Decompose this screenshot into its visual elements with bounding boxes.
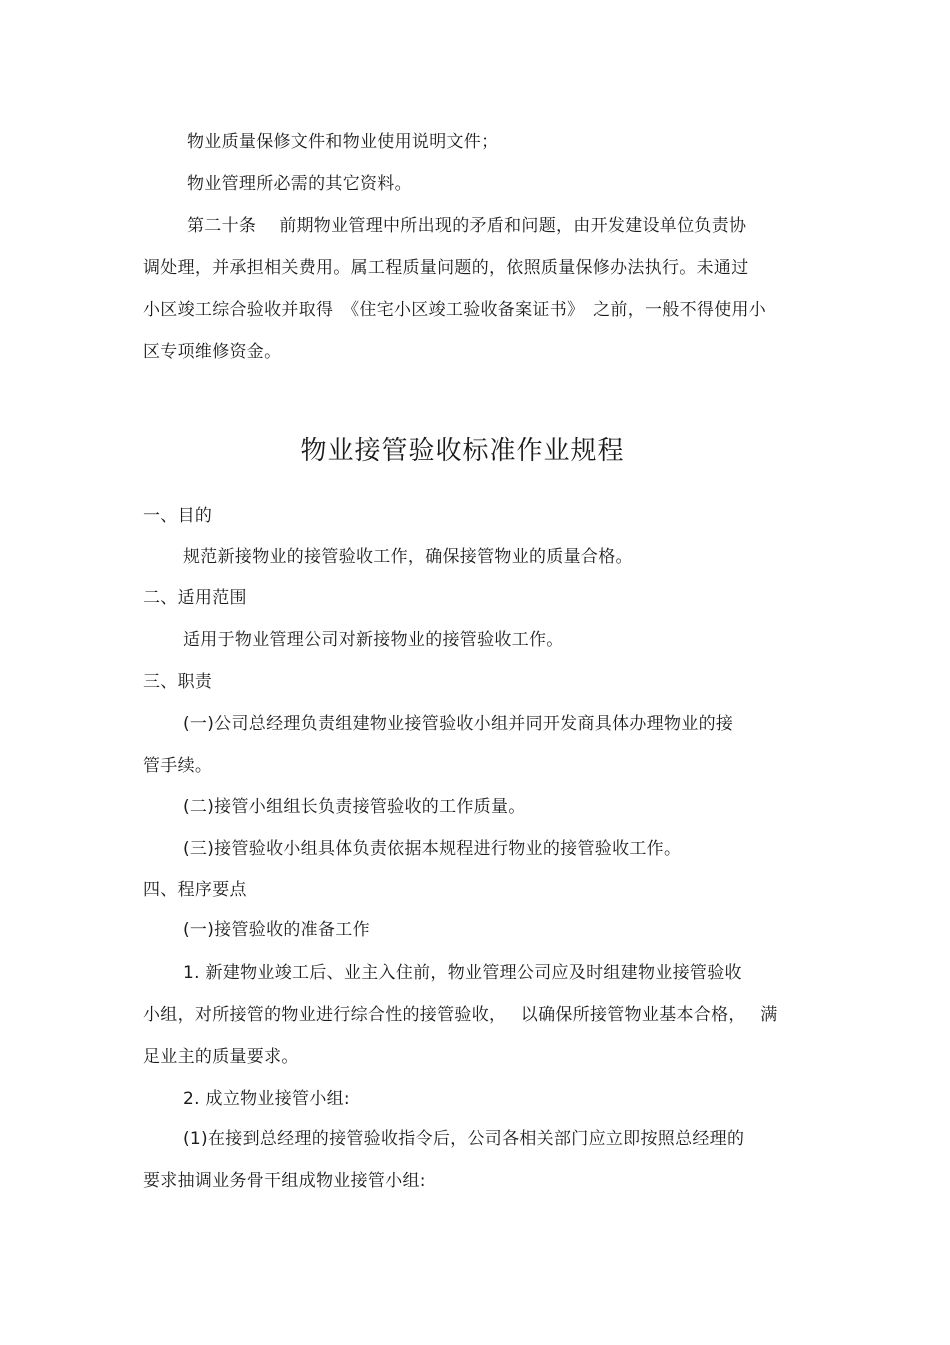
article-20-line: 小区竣工综合验收并取得 《住宅小区竣工验收备案证书》 之前，一般不得使用小 [143,300,767,320]
step-2-sub-1: (1)在接到总经理的接管验收指令后，公司各相关部门应立即按照总经理的 [183,1129,745,1149]
paragraph-line: 物业质量保修文件和物业使用说明文件； [187,132,499,152]
section-text-scope: 适用于物业管理公司对新接物业的接管验收工作。 [183,630,564,650]
section-heading-procedure: 四、程序要点 [143,880,247,900]
section-heading-scope: 二、适用范围 [143,588,247,608]
step-1-line: 小组，对所接管的物业进行综合性的接管验收， 以确保所接管物业基本合格， 满 [143,1005,778,1025]
step-1-line: 1. 新建物业竣工后、业主入住前，物业管理公司应及时组建物业接管验收 [183,963,742,983]
subsection-heading-prep: (一)接管验收的准备工作 [183,920,370,940]
duty-item-3: (三)接管验收小组具体负责依据本规程进行物业的接管验收工作。 [183,839,682,859]
document-title: 物业接管验收标准作业规程 [300,436,625,466]
paragraph-line: 物业管理所必需的其它资料。 [187,174,412,194]
duty-item-2: (二)接管小组组长负责接管验收的工作质量。 [183,797,526,817]
step-2-sub-1-cont: 要求抽调业务骨干组成物业接管小组: [143,1171,426,1191]
section-text-purpose: 规范新接物业的接管验收工作，确保接管物业的质量合格。 [183,547,633,567]
article-20-line: 调处理，并承担相关费用。属工程质量问题的，依照质量保修办法执行。未通过 [143,258,749,278]
article-20-line: 第二十条 前期物业管理中所出现的矛盾和问题，由开发建设单位负责协 [187,216,747,236]
article-20-line: 区专项维修资金。 [143,342,282,362]
section-heading-duty: 三、职责 [143,672,213,692]
duty-item-1: (一)公司总经理负责组建物业接管验收小组并同开发商具体办理物业的接 [183,714,734,734]
section-heading-purpose: 一、目的 [143,506,213,526]
duty-item-1-cont: 管手续。 [143,756,213,776]
step-1-line: 足业主的质量要求。 [143,1047,299,1067]
step-2-heading: 2. 成立物业接管小组: [183,1089,350,1109]
